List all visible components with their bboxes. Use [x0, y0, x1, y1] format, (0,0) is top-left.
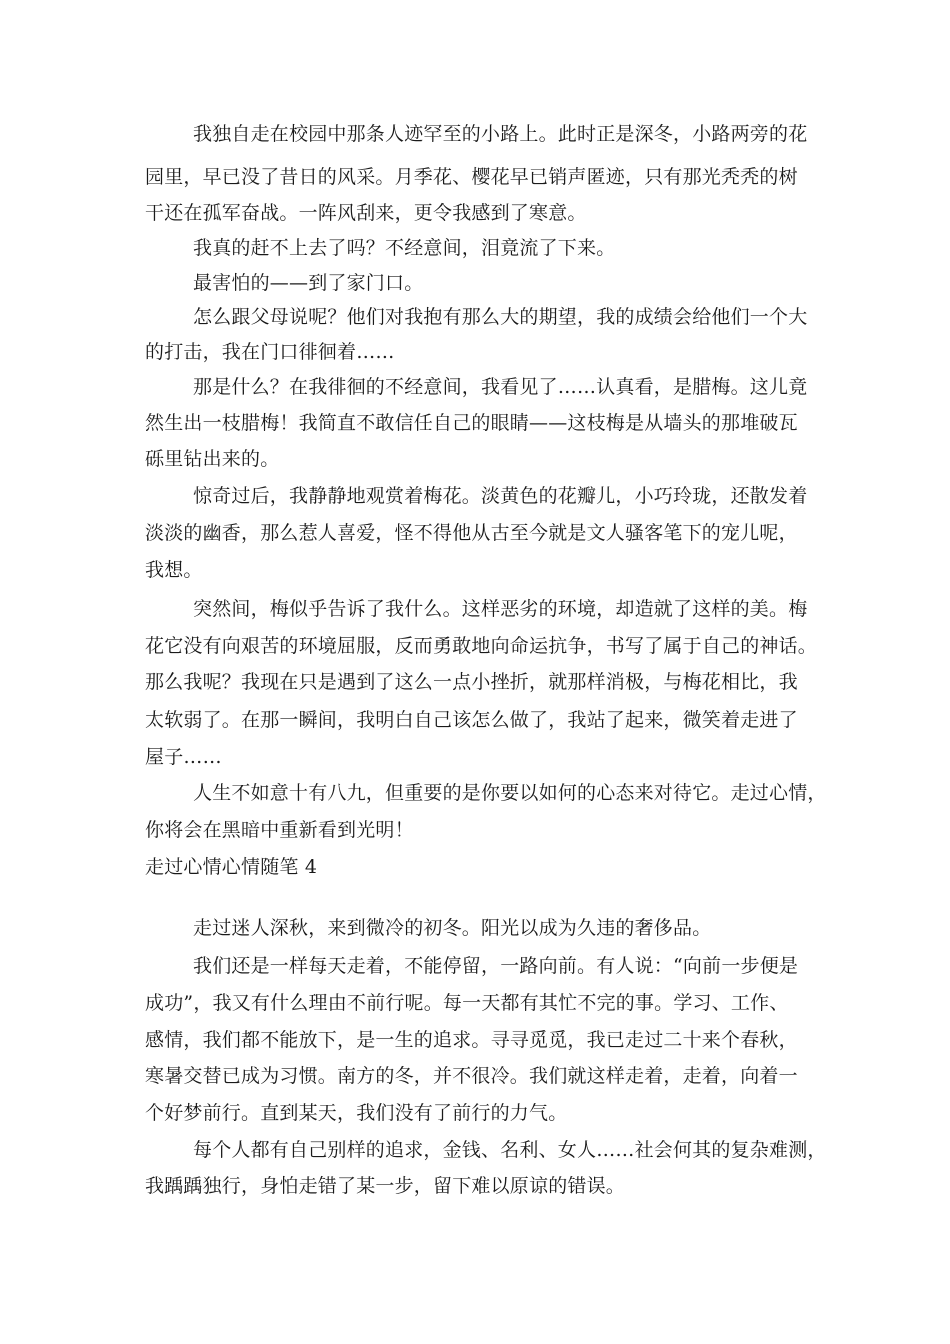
paragraph-line: 干还在孤军奋战。一阵风刮来，更令我感到了寒意。 — [145, 202, 587, 224]
paragraph-line: 花它没有向艰苦的环境屈服，反而勇敢地向命运抗争，书写了属于自己的神话。 — [145, 635, 818, 657]
paragraph-line: 个好梦前行。直到某天，我们没有了前行的力气。 — [145, 1102, 568, 1124]
paragraph-line: 人生不如意十有八九，但重要的是你要以如何的心态来对待它。走过心情， — [193, 782, 827, 804]
paragraph-line: 然生出一枝腊梅！我简直不敢信任自己的眼睛——这枝梅是从墙头的那堆破瓦 — [145, 412, 798, 434]
paragraph-line: 突然间，梅似乎告诉了我什么。这样恶劣的环境，却造就了这样的美。梅 — [193, 598, 808, 620]
paragraph-line: 那是什么？在我徘徊的不经意间，我看见了……认真看，是腊梅。这儿竟 — [193, 376, 808, 398]
paragraph-line: 怎么跟父母说呢？他们对我抱有那么大的期望，我的成绩会给他们一个大 — [193, 306, 808, 328]
paragraph-line: 我独自走在校园中那条人迹罕至的小路上。此时正是深冬，小路两旁的花 — [193, 123, 808, 145]
paragraph-line: 你将会在黑暗中重新看到光明！ — [145, 819, 414, 841]
paragraph-line: 的打击，我在门口徘徊着…… — [145, 341, 395, 363]
paragraph-line: 我们还是一样每天走着，不能停留，一路向前。有人说：“向前一步便是 — [193, 955, 799, 977]
paragraph-line: 走过迷人深秋，来到微冷的初冬。阳光以成为久违的奢侈品。 — [193, 917, 712, 939]
paragraph-line: 每个人都有自己别样的追求，金钱、名利、女人……社会何其的复杂难测， — [193, 1139, 827, 1161]
section-heading: 走过心情心情随笔 4 — [145, 856, 318, 878]
paragraph-line: 我真的赶不上去了吗？不经意间，泪竟流了下来。 — [193, 237, 616, 259]
paragraph-line: 那么我呢？我现在只是遇到了这么一点小挫折，就那样消极，与梅花相比，我 — [145, 671, 798, 693]
paragraph-line: 成功”，我又有什么理由不前行呢。每一天都有其忙不完的事。学习、工作、 — [145, 992, 789, 1014]
paragraph-line: 砾里钻出来的。 — [145, 448, 280, 470]
paragraph-line: 感情，我们都不能放下，是一生的追求。寻寻觅觅，我已走过二十来个春秋， — [145, 1029, 798, 1051]
paragraph-line: 我踽踽独行，身怕走错了某一步，留下难以原谅的错误。 — [145, 1175, 626, 1197]
paragraph-line: 淡淡的幽香，那么惹人喜爱，怪不得他从古至今就是文人骚客笔下的宠儿呢， — [145, 522, 798, 544]
paragraph-line: 太软弱了。在那一瞬间，我明白自己该怎么做了，我站了起来，微笑着走进了 — [145, 709, 798, 731]
paragraph-line: 惊奇过后，我静静地观赏着梅花。淡黄色的花瓣儿，小巧玲珑，还散发着 — [193, 485, 808, 507]
paragraph-line: 我想。 — [145, 559, 203, 581]
paragraph-line: 最害怕的——到了家门口。 — [193, 272, 424, 294]
paragraph-line: 屋子…… — [145, 746, 222, 768]
paragraph-line: 园里，早已没了昔日的风采。月季花、樱花早已销声匿迹，只有那光秃秃的树 — [145, 166, 798, 188]
paragraph-line: 寒暑交替已成为习惯。南方的冬，并不很冷。我们就这样走着，走着，向着一 — [145, 1065, 798, 1087]
